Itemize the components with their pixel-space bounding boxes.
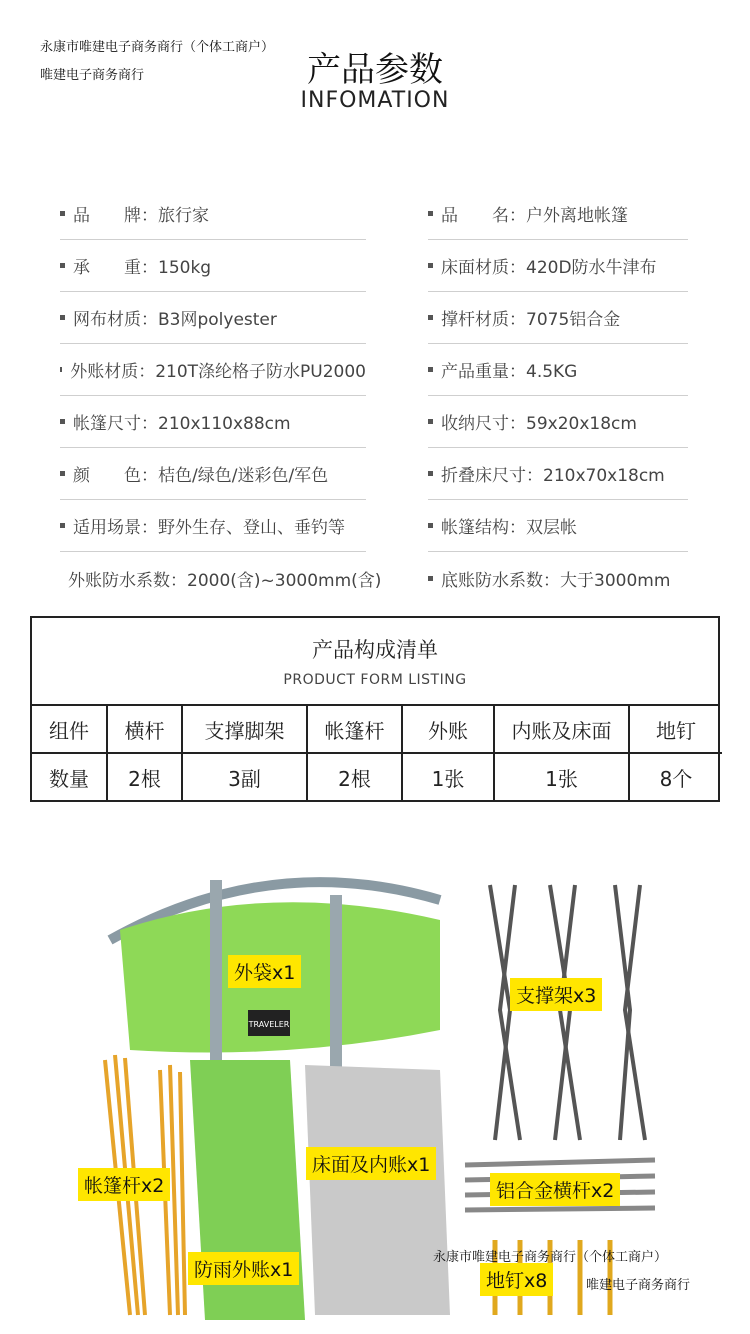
product-listing-table — [30, 616, 720, 802]
spec-item — [60, 344, 366, 396]
bullet-icon — [60, 211, 65, 216]
bullet-icon — [428, 211, 433, 216]
spec-item — [428, 500, 688, 552]
spec-item — [428, 448, 688, 500]
table-cell: 外账 — [402, 706, 494, 753]
spec-text: 撑杆材质：7075铝合金 — [441, 310, 621, 330]
spec-text: 适用场景：野外生存、登山、垂钓等 — [73, 518, 345, 538]
spec-item — [428, 396, 688, 448]
spec-text: 外账防水系数：2000(含)~3000mm(含) — [68, 570, 382, 591]
table-cell: 横杆 — [107, 706, 182, 753]
inner-tent — [305, 1065, 450, 1315]
spec-row — [60, 344, 688, 396]
bullet-icon — [60, 419, 65, 424]
spec-row — [60, 500, 688, 552]
spec-row — [60, 552, 688, 604]
table-cell: 1张 — [494, 753, 629, 800]
spec-list — [60, 188, 688, 604]
spec-item — [60, 240, 366, 292]
tag-support-frame: 支撑架x3 — [510, 978, 602, 1011]
spec-item — [428, 292, 688, 344]
spec-row — [60, 188, 688, 240]
table-row — [32, 753, 722, 800]
table-cell: 帐篷杆 — [307, 706, 402, 753]
table-cell: 2根 — [107, 753, 182, 800]
components-table — [32, 706, 722, 800]
spec-row — [60, 448, 688, 500]
tag-rain-fly: 防雨外账x1 — [188, 1252, 299, 1285]
bullet-icon — [60, 523, 65, 528]
spec-text: 床面材质：420D防水牛津布 — [441, 258, 657, 278]
spec-item — [428, 344, 688, 396]
table-cell: 2根 — [307, 753, 402, 800]
spec-item — [60, 500, 366, 552]
tag-ground-pegs: 地钉x8 — [480, 1263, 553, 1296]
listing-title: 产品构成清单 — [312, 638, 438, 662]
tag-tent-poles: 帐篷杆x2 — [78, 1168, 170, 1201]
section-subtitle: INFOMATION — [300, 88, 450, 113]
spec-text: 品 牌：旅行家 — [73, 206, 209, 226]
bullet-icon — [428, 471, 433, 476]
spec-text: 收纳尺寸：59x20x18cm — [441, 414, 637, 434]
spec-item — [428, 240, 688, 292]
spec-text: 品 名：户外离地帐篷 — [441, 206, 628, 226]
bullet-icon — [428, 263, 433, 268]
spec-text: 外账材质：210T涤纶格子防水PU2000 — [70, 362, 366, 382]
spec-item — [428, 188, 688, 240]
spec-text: 产品重量：4.5KG — [441, 362, 578, 382]
spec-item — [60, 552, 382, 604]
spec-row — [60, 292, 688, 344]
spec-row — [60, 396, 688, 448]
bullet-icon — [428, 576, 433, 581]
photo-watermark-line2: 唯建电子商务商行 — [586, 1278, 691, 1293]
table-cell: 3副 — [182, 753, 307, 800]
spec-item — [428, 552, 688, 604]
table-cell: 数量 — [32, 753, 107, 800]
spec-text: 承 重：150kg — [73, 258, 212, 278]
table-cell: 1张 — [402, 753, 494, 800]
tag-outer-bag: 外袋x1 — [228, 955, 301, 988]
section-title: 产品参数 — [307, 50, 443, 90]
bullet-icon — [60, 315, 65, 320]
spec-text: 折叠床尺寸：210x70x18cm — [441, 466, 665, 486]
watermark-line2: 唯建电子商务商行 — [40, 68, 145, 83]
watermark-line1: 永康市唯建电子商务商行（个体工商户） — [40, 40, 275, 55]
bullet-icon — [428, 523, 433, 528]
tag-inner-tent: 床面及内账x1 — [306, 1147, 436, 1180]
bag-handle-right — [330, 895, 342, 1070]
table-cell: 8个 — [629, 753, 722, 800]
table-cell: 支撑脚架 — [182, 706, 307, 753]
table-cell: 地钉 — [629, 706, 722, 753]
tag-aluminum-bars: 铝合金横杆x2 — [490, 1173, 620, 1206]
table-cell: 内账及床面 — [494, 706, 629, 753]
bullet-icon — [60, 471, 65, 476]
brand-text: TRAVELER — [248, 1020, 290, 1029]
table-row — [32, 706, 722, 753]
support-frames — [490, 885, 645, 1140]
bullet-icon — [428, 367, 433, 372]
photo-watermark-line1: 永康市唯建电子商务商行（个体工商户） — [433, 1250, 668, 1265]
table-cell: 组件 — [32, 706, 107, 753]
spec-item — [60, 292, 366, 344]
spec-text: 底账防水系数：大于3000mm — [441, 570, 671, 591]
bag-handle-left — [210, 880, 222, 1070]
spec-text: 网布材质：B3网polyester — [73, 310, 277, 330]
bullet-icon — [60, 367, 62, 372]
spec-item — [60, 188, 366, 240]
listing-subtitle: PRODUCT FORM LISTING — [283, 672, 467, 688]
spec-row — [60, 240, 688, 292]
spec-text: 颜 色：桔色/绿色/迷彩色/军色 — [73, 466, 329, 486]
bullet-icon — [428, 419, 433, 424]
bullet-icon — [60, 263, 65, 268]
listing-header — [32, 618, 718, 706]
bullet-icon — [428, 315, 433, 320]
spec-item — [60, 448, 366, 500]
spec-text: 帐篷尺寸：210x110x88cm — [73, 414, 291, 434]
spec-text: 帐篷结构：双层帐 — [441, 518, 577, 538]
spec-item — [60, 396, 366, 448]
